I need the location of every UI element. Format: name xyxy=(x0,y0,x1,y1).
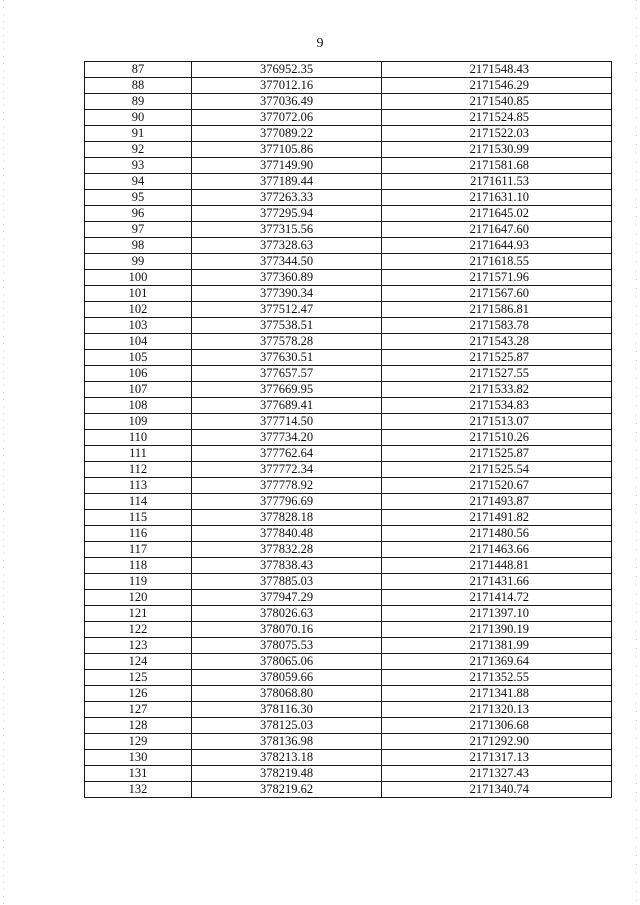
y-coordinate-cell: 2171463.66 xyxy=(382,542,612,558)
x-coordinate-cell: 377838.43 xyxy=(192,558,382,574)
x-coordinate-cell: 377669.95 xyxy=(192,382,382,398)
table-row xyxy=(85,622,612,638)
table-row xyxy=(85,702,612,718)
y-coordinate-cell: 2171618.55 xyxy=(382,254,612,270)
table-row xyxy=(85,238,612,254)
point-number-cell: 94 xyxy=(85,174,192,190)
table-row xyxy=(85,686,612,702)
x-coordinate-cell: 377840.48 xyxy=(192,526,382,542)
table-row xyxy=(85,94,612,110)
point-number-cell: 91 xyxy=(85,126,192,142)
y-coordinate-cell: 2171491.82 xyxy=(382,510,612,526)
table-row xyxy=(85,222,612,238)
point-number-cell: 126 xyxy=(85,686,192,702)
coordinates-table xyxy=(84,61,612,798)
left-margin-scan-marks xyxy=(3,0,4,905)
table-row xyxy=(85,382,612,398)
point-number-cell: 107 xyxy=(85,382,192,398)
y-coordinate-cell: 2171533.82 xyxy=(382,382,612,398)
x-coordinate-cell: 378213.18 xyxy=(192,750,382,766)
y-coordinate-cell: 2171317.13 xyxy=(382,750,612,766)
x-coordinate-cell: 377328.63 xyxy=(192,238,382,254)
y-coordinate-cell: 2171320.13 xyxy=(382,702,612,718)
point-number-cell: 93 xyxy=(85,158,192,174)
point-number-cell: 92 xyxy=(85,142,192,158)
table-row xyxy=(85,334,612,350)
x-coordinate-cell: 378059.66 xyxy=(192,670,382,686)
x-coordinate-cell: 377036.49 xyxy=(192,94,382,110)
x-coordinate-cell: 377512.47 xyxy=(192,302,382,318)
y-coordinate-cell: 2171352.55 xyxy=(382,670,612,686)
point-number-cell: 115 xyxy=(85,510,192,526)
y-coordinate-cell: 2171586.81 xyxy=(382,302,612,318)
y-coordinate-cell: 2171390.19 xyxy=(382,622,612,638)
table-row xyxy=(85,526,612,542)
point-number-cell: 127 xyxy=(85,702,192,718)
x-coordinate-cell: 377189.44 xyxy=(192,174,382,190)
x-coordinate-cell: 377315.56 xyxy=(192,222,382,238)
y-coordinate-cell: 2171369.64 xyxy=(382,654,612,670)
point-number-cell: 119 xyxy=(85,574,192,590)
y-coordinate-cell: 2171631.10 xyxy=(382,190,612,206)
y-coordinate-cell: 2171567.60 xyxy=(382,286,612,302)
x-coordinate-cell: 377263.33 xyxy=(192,190,382,206)
point-number-cell: 128 xyxy=(85,718,192,734)
x-coordinate-cell: 378219.48 xyxy=(192,766,382,782)
table-row xyxy=(85,590,612,606)
table-row xyxy=(85,190,612,206)
x-coordinate-cell: 378065.06 xyxy=(192,654,382,670)
x-coordinate-cell: 377885.03 xyxy=(192,574,382,590)
x-coordinate-cell: 377828.18 xyxy=(192,510,382,526)
y-coordinate-cell: 2171381.99 xyxy=(382,638,612,654)
x-coordinate-cell: 377578.28 xyxy=(192,334,382,350)
point-number-cell: 97 xyxy=(85,222,192,238)
table-row xyxy=(85,750,612,766)
point-number-cell: 132 xyxy=(85,782,192,798)
table-row xyxy=(85,350,612,366)
point-number-cell: 110 xyxy=(85,430,192,446)
table-row xyxy=(85,302,612,318)
y-coordinate-cell: 2171540.85 xyxy=(382,94,612,110)
x-coordinate-cell: 378068.80 xyxy=(192,686,382,702)
y-coordinate-cell: 2171340.74 xyxy=(382,782,612,798)
table-row xyxy=(85,734,612,750)
y-coordinate-cell: 2171397.10 xyxy=(382,606,612,622)
point-number-cell: 102 xyxy=(85,302,192,318)
point-number-cell: 95 xyxy=(85,190,192,206)
x-coordinate-cell: 377947.29 xyxy=(192,590,382,606)
point-number-cell: 125 xyxy=(85,670,192,686)
point-number-cell: 131 xyxy=(85,766,192,782)
point-number-cell: 105 xyxy=(85,350,192,366)
point-number-cell: 96 xyxy=(85,206,192,222)
y-coordinate-cell: 2171292.90 xyxy=(382,734,612,750)
table-row xyxy=(85,558,612,574)
table-row xyxy=(85,78,612,94)
table-row xyxy=(85,142,612,158)
point-number-cell: 103 xyxy=(85,318,192,334)
point-number-cell: 114 xyxy=(85,494,192,510)
table-row xyxy=(85,606,612,622)
y-coordinate-cell: 2171581.68 xyxy=(382,158,612,174)
x-coordinate-cell: 377105.86 xyxy=(192,142,382,158)
point-number-cell: 88 xyxy=(85,78,192,94)
table-row xyxy=(85,430,612,446)
x-coordinate-cell: 377832.28 xyxy=(192,542,382,558)
table-row xyxy=(85,510,612,526)
x-coordinate-cell: 378075.53 xyxy=(192,638,382,654)
x-coordinate-cell: 377762.64 xyxy=(192,446,382,462)
table-row xyxy=(85,366,612,382)
y-coordinate-cell: 2171431.66 xyxy=(382,574,612,590)
x-coordinate-cell: 377734.20 xyxy=(192,430,382,446)
x-coordinate-cell: 377149.90 xyxy=(192,158,382,174)
table-row xyxy=(85,766,612,782)
point-number-cell: 100 xyxy=(85,270,192,286)
x-coordinate-cell: 378026.63 xyxy=(192,606,382,622)
point-number-cell: 129 xyxy=(85,734,192,750)
point-number-cell: 99 xyxy=(85,254,192,270)
x-coordinate-cell: 377778.92 xyxy=(192,478,382,494)
y-coordinate-cell: 2171341.88 xyxy=(382,686,612,702)
x-coordinate-cell: 378070.16 xyxy=(192,622,382,638)
x-coordinate-cell: 378125.03 xyxy=(192,718,382,734)
y-coordinate-cell: 2171524.85 xyxy=(382,110,612,126)
x-coordinate-cell: 377072.06 xyxy=(192,110,382,126)
point-number-cell: 118 xyxy=(85,558,192,574)
right-margin-scan-marks xyxy=(636,0,637,905)
table-row xyxy=(85,110,612,126)
table-row xyxy=(85,718,612,734)
table-row xyxy=(85,254,612,270)
table-row xyxy=(85,318,612,334)
x-coordinate-cell: 377657.57 xyxy=(192,366,382,382)
y-coordinate-cell: 2171534.83 xyxy=(382,398,612,414)
point-number-cell: 98 xyxy=(85,238,192,254)
x-coordinate-cell: 377796.69 xyxy=(192,494,382,510)
table-row xyxy=(85,206,612,222)
y-coordinate-cell: 2171522.03 xyxy=(382,126,612,142)
x-coordinate-cell: 377012.16 xyxy=(192,78,382,94)
y-coordinate-cell: 2171306.68 xyxy=(382,718,612,734)
y-coordinate-cell: 2171448.81 xyxy=(382,558,612,574)
point-number-cell: 87 xyxy=(85,62,192,78)
point-number-cell: 104 xyxy=(85,334,192,350)
table-row xyxy=(85,670,612,686)
page-number: 9 xyxy=(316,36,324,51)
point-number-cell: 122 xyxy=(85,622,192,638)
y-coordinate-cell: 2171571.96 xyxy=(382,270,612,286)
point-number-cell: 112 xyxy=(85,462,192,478)
point-number-cell: 113 xyxy=(85,478,192,494)
table-row xyxy=(85,398,612,414)
x-coordinate-cell: 377360.89 xyxy=(192,270,382,286)
y-coordinate-cell: 2171520.67 xyxy=(382,478,612,494)
point-number-cell: 117 xyxy=(85,542,192,558)
table-row xyxy=(85,174,612,190)
y-coordinate-cell: 2171327.43 xyxy=(382,766,612,782)
table-row xyxy=(85,574,612,590)
y-coordinate-cell: 2171525.54 xyxy=(382,462,612,478)
table-row xyxy=(85,446,612,462)
x-coordinate-cell: 377089.22 xyxy=(192,126,382,142)
point-number-cell: 109 xyxy=(85,414,192,430)
point-number-cell: 120 xyxy=(85,590,192,606)
x-coordinate-cell: 378116.30 xyxy=(192,702,382,718)
x-coordinate-cell: 377689.41 xyxy=(192,398,382,414)
table-row xyxy=(85,286,612,302)
y-coordinate-cell: 2171548.43 xyxy=(382,62,612,78)
table-row xyxy=(85,270,612,286)
point-number-cell: 90 xyxy=(85,110,192,126)
point-number-cell: 123 xyxy=(85,638,192,654)
x-coordinate-cell: 377344.50 xyxy=(192,254,382,270)
y-coordinate-cell: 2171644.93 xyxy=(382,238,612,254)
point-number-cell: 124 xyxy=(85,654,192,670)
point-number-cell: 101 xyxy=(85,286,192,302)
y-coordinate-cell: 2171510.26 xyxy=(382,430,612,446)
x-coordinate-cell: 378219.62 xyxy=(192,782,382,798)
x-coordinate-cell: 377295.94 xyxy=(192,206,382,222)
x-coordinate-cell: 376952.35 xyxy=(192,62,382,78)
table-row xyxy=(85,654,612,670)
table-row xyxy=(85,126,612,142)
point-number-cell: 130 xyxy=(85,750,192,766)
table-row xyxy=(85,462,612,478)
point-number-cell: 121 xyxy=(85,606,192,622)
x-coordinate-cell: 377772.34 xyxy=(192,462,382,478)
point-number-cell: 108 xyxy=(85,398,192,414)
y-coordinate-cell: 2171583.78 xyxy=(382,318,612,334)
y-coordinate-cell: 2171527.55 xyxy=(382,366,612,382)
y-coordinate-cell: 2171513.07 xyxy=(382,414,612,430)
y-coordinate-cell: 2171543.28 xyxy=(382,334,612,350)
y-coordinate-cell: 2171480.56 xyxy=(382,526,612,542)
table-row xyxy=(85,494,612,510)
x-coordinate-cell: 377630.51 xyxy=(192,350,382,366)
y-coordinate-cell: 2171647.60 xyxy=(382,222,612,238)
y-coordinate-cell: 2171525.87 xyxy=(382,446,612,462)
table-row xyxy=(85,782,612,798)
x-coordinate-cell: 377538.51 xyxy=(192,318,382,334)
y-coordinate-cell: 2171414.72 xyxy=(382,590,612,606)
y-coordinate-cell: 2171525.87 xyxy=(382,350,612,366)
table-row xyxy=(85,414,612,430)
point-number-cell: 111 xyxy=(85,446,192,462)
x-coordinate-cell: 377390.34 xyxy=(192,286,382,302)
point-number-cell: 89 xyxy=(85,94,192,110)
y-coordinate-cell: 2171530.99 xyxy=(382,142,612,158)
y-coordinate-cell: 2171493.87 xyxy=(382,494,612,510)
y-coordinate-cell: 2171645.02 xyxy=(382,206,612,222)
x-coordinate-cell: 378136.98 xyxy=(192,734,382,750)
table-row xyxy=(85,158,612,174)
table-row xyxy=(85,542,612,558)
point-number-cell: 106 xyxy=(85,366,192,382)
y-coordinate-cell: 2171546.29 xyxy=(382,78,612,94)
x-coordinate-cell: 377714.50 xyxy=(192,414,382,430)
table-row xyxy=(85,478,612,494)
point-number-cell: 116 xyxy=(85,526,192,542)
coordinates-table-body xyxy=(85,62,612,798)
table-row xyxy=(85,62,612,78)
table-row xyxy=(85,638,612,654)
y-coordinate-cell: 2171611.53 xyxy=(382,174,612,190)
